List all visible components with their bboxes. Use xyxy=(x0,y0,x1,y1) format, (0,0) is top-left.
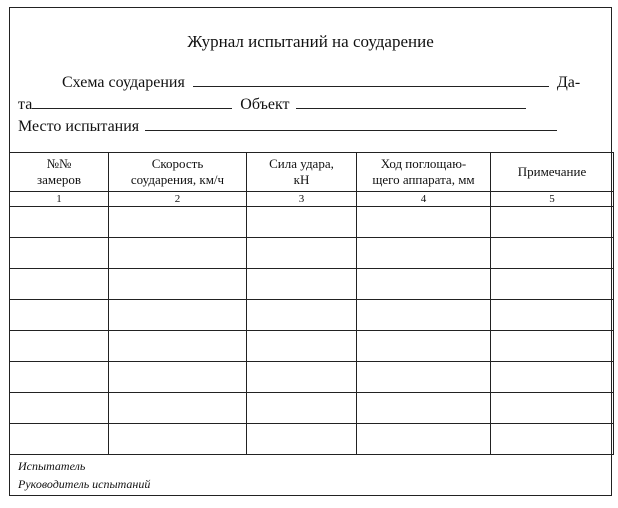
table-row xyxy=(10,238,614,269)
table-row xyxy=(10,331,614,362)
table-cell[interactable] xyxy=(109,269,247,300)
table-row xyxy=(10,362,614,393)
date-label-start: Да- xyxy=(556,74,581,91)
table-row xyxy=(10,393,614,424)
table-cell[interactable] xyxy=(247,424,357,455)
table-cell[interactable] xyxy=(109,362,247,393)
table-cell[interactable] xyxy=(491,238,614,269)
header-measurement-number xyxy=(10,153,109,192)
table-cell[interactable] xyxy=(10,300,109,331)
table-cell[interactable] xyxy=(109,300,247,331)
header-note xyxy=(491,153,614,192)
object-label: Объект xyxy=(240,96,290,113)
table-cell[interactable] xyxy=(357,269,491,300)
test-journal-form xyxy=(9,7,612,496)
header-impact-force xyxy=(247,153,357,192)
table-cell[interactable] xyxy=(247,362,357,393)
table-cell[interactable] xyxy=(491,331,614,362)
column-number: 5 xyxy=(491,192,614,207)
table-cell[interactable] xyxy=(247,207,357,238)
table-cell[interactable] xyxy=(357,424,491,455)
place-row xyxy=(18,116,557,136)
table-cell[interactable] xyxy=(109,207,247,238)
header-line: щего аппарата, мм xyxy=(372,172,475,187)
header-line: Сила удара, xyxy=(269,156,334,171)
table-cell[interactable] xyxy=(109,238,247,269)
table-cell[interactable] xyxy=(10,269,109,300)
date-object-row xyxy=(18,94,526,114)
table-cell[interactable] xyxy=(491,207,614,238)
place-field[interactable] xyxy=(145,116,557,131)
journal-title: Журнал испытаний на соударение xyxy=(187,32,434,51)
table-cell[interactable] xyxy=(357,393,491,424)
table-cell[interactable] xyxy=(491,362,614,393)
header-line: Ход поглощаю- xyxy=(380,156,467,171)
header-line: Примечание xyxy=(517,164,587,179)
header-absorber-stroke xyxy=(357,153,491,192)
table-cell[interactable] xyxy=(491,269,614,300)
header-line: Скорость xyxy=(151,156,204,171)
header-line: соударения, км/ч xyxy=(130,172,225,187)
header-line: замеров xyxy=(36,172,82,187)
column-number: 4 xyxy=(357,192,491,207)
table-row xyxy=(10,269,614,300)
table-cell[interactable] xyxy=(491,393,614,424)
table-cell[interactable] xyxy=(357,331,491,362)
table-cell[interactable] xyxy=(10,331,109,362)
table-cell[interactable] xyxy=(247,393,357,424)
place-label: Место испытания xyxy=(18,118,140,135)
header-line: №№ xyxy=(46,156,72,171)
measurements-table xyxy=(9,152,614,455)
table-cell[interactable] xyxy=(109,331,247,362)
table-cell[interactable] xyxy=(247,300,357,331)
table-cell[interactable] xyxy=(357,300,491,331)
table-cell[interactable] xyxy=(109,424,247,455)
table-cell[interactable] xyxy=(491,424,614,455)
table-cell[interactable] xyxy=(10,424,109,455)
table-cell[interactable] xyxy=(247,331,357,362)
table-cell[interactable] xyxy=(10,207,109,238)
table-header-row xyxy=(10,153,614,192)
table-cell[interactable] xyxy=(247,269,357,300)
header-line: кН xyxy=(293,172,310,187)
table-row xyxy=(10,207,614,238)
scheme-field[interactable] xyxy=(193,72,549,87)
date-field[interactable] xyxy=(32,94,232,109)
table-row xyxy=(10,300,614,331)
scheme-row xyxy=(62,72,580,92)
table-cell[interactable] xyxy=(357,362,491,393)
table-cell[interactable] xyxy=(10,238,109,269)
scheme-label: Схема соударения xyxy=(62,74,185,91)
column-number: 2 xyxy=(109,192,247,207)
table-cell[interactable] xyxy=(357,238,491,269)
header-speed xyxy=(109,153,247,192)
column-number: 1 xyxy=(10,192,109,207)
table-cell[interactable] xyxy=(109,393,247,424)
object-field[interactable] xyxy=(296,94,526,109)
date-label-end: та xyxy=(18,96,33,113)
table-cell[interactable] xyxy=(247,238,357,269)
column-number: 3 xyxy=(247,192,357,207)
tester-signature-label: Испытатель xyxy=(18,459,86,473)
table-cell[interactable] xyxy=(10,362,109,393)
table-cell[interactable] xyxy=(357,207,491,238)
head-signature-label: Руководитель испытаний xyxy=(18,477,151,491)
column-number-row xyxy=(10,192,614,207)
table-cell[interactable] xyxy=(491,300,614,331)
table-row xyxy=(10,424,614,455)
table-cell[interactable] xyxy=(10,393,109,424)
